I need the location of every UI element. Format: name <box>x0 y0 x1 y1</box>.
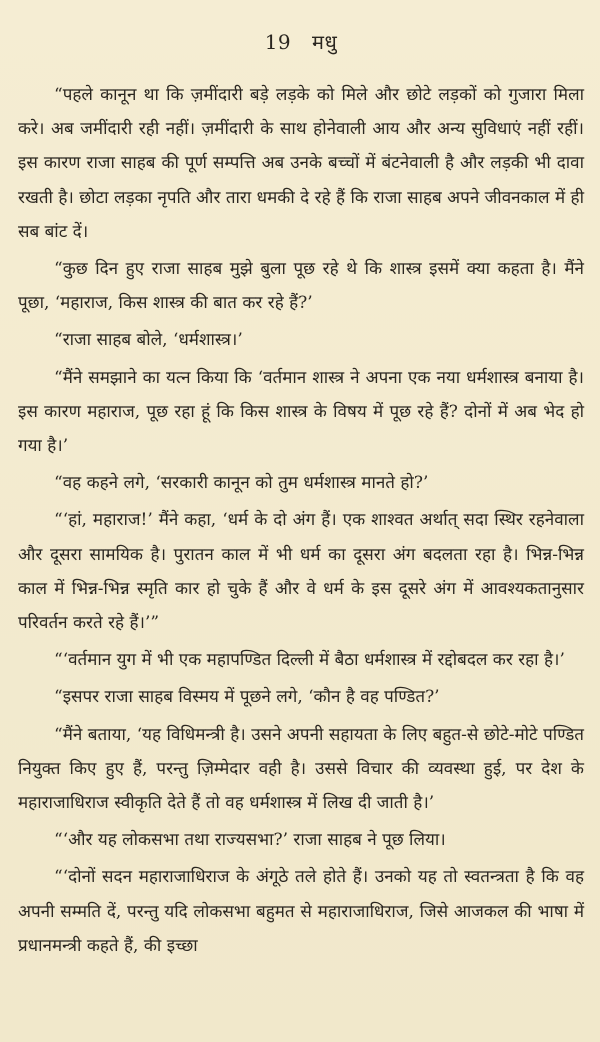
paragraph: “पहले कानून था कि ज़मींदारी बड़े लड़के को मिले और छोटे लड़कों को गुजारा मिला करे। अब जमींदारी रही नहीं। ज़मींदारी के साथ होनेवाली आय और अन्य सुविधाएं नहीं रहीं। इस कारण राजा साहब की पूर्ण सम्पत्ति अब उनके बच्चों में बंटनेवाली है और लड़की भी दावा रखती है। छोटा लड़का नृपति और तारा धमकी दे रहे हैं कि राजा साहब अपने जीवनकाल में ही सब बांट दें। <box>18 85 584 242</box>
body-text <box>18 78 584 963</box>
chapter-title: मधु <box>312 30 338 54</box>
paragraph: “कुछ दिन हुए राजा साहब मुझे बुला पूछ रहे थे कि शास्त्र इसमें क्या कहता है। मैंने पूछा, ‘महाराज, किस शास्त्र की बात कर रहे हैं?’ <box>18 259 584 314</box>
page-header <box>18 28 584 56</box>
paragraph: “मैंने बताया, ‘यह विधिमन्त्री है। उसने अपनी सहायता के लिए बहुत-से छोटे-मोटे पण्डित नियुक्त किए हुए हैं, परन्तु ज़िम्मेदार वही है। उससे विचार की व्यवस्था हुई, पर देश के महाराजाधिराज स्वीकृति देते हैं तो वह धर्मशास्त्र में लिख दी जाती है।’ <box>18 724 584 814</box>
paragraph: “राजा साहब बोले, ‘धर्मशास्त्र।’ <box>54 330 243 351</box>
page-number: 19 <box>264 30 292 54</box>
paragraph: “‘और यह लोकसभा तथा राज्यसभा?’ राजा साहब ने पूछ लिया। <box>54 830 446 851</box>
paragraph: “‘दोनों सदन महाराजाधिराज के अंगूठे तले होते हैं। उनको यह तो स्वतन्त्रता है कि वह अपनी सम्मति दें, परन्तु यदि लोकसभा बहुमत से महाराजाधिराज, जिसे आजकल की भाषा में प्रधानमन्त्री कहते हैं, की इच्छा <box>18 867 584 956</box>
paragraph: “‘हां, महाराज!’ मैंने कहा, ‘धर्म के दो अंग हैं। एक शाश्वत अर्थात् सदा स्थिर रहनेवाला और दूसरा सामयिक है। पुरातन काल में भी धर्म का दूसरा अंग बदलता रहा है। भिन्न-भिन्न काल में भिन्न-भिन्न स्मृति कार हो चुके हैं और वे धर्म के इस दूसरे अंग में आवश्यकतानुसार परिवर्तन करते रहे हैं।’” <box>18 510 584 634</box>
paragraph: “‘वर्तमान युग में भी एक महापण्डित दिल्ली में बैठा धर्मशास्त्र में रद्दोबदल कर रहा है।’ <box>54 650 565 671</box>
paragraph: “वह कहने लगे, ‘सरकारी कानून को तुम धर्मशास्त्र मानते हो?’ <box>54 473 429 494</box>
paragraph: “मैंने समझाने का यत्न किया कि ‘वर्तमान शास्त्र ने अपना एक नया धर्मशास्त्र बनाया है। इस कारण महाराज, पूछ रहा हूं कि किस शास्त्र के विषय में पूछ रहे हैं? दोनों में अब भेद हो गया है।’ <box>18 367 584 457</box>
paragraph: “इसपर राजा साहब विस्मय में पूछने लगे, ‘कौन है वह पण्डित?’ <box>54 687 440 708</box>
